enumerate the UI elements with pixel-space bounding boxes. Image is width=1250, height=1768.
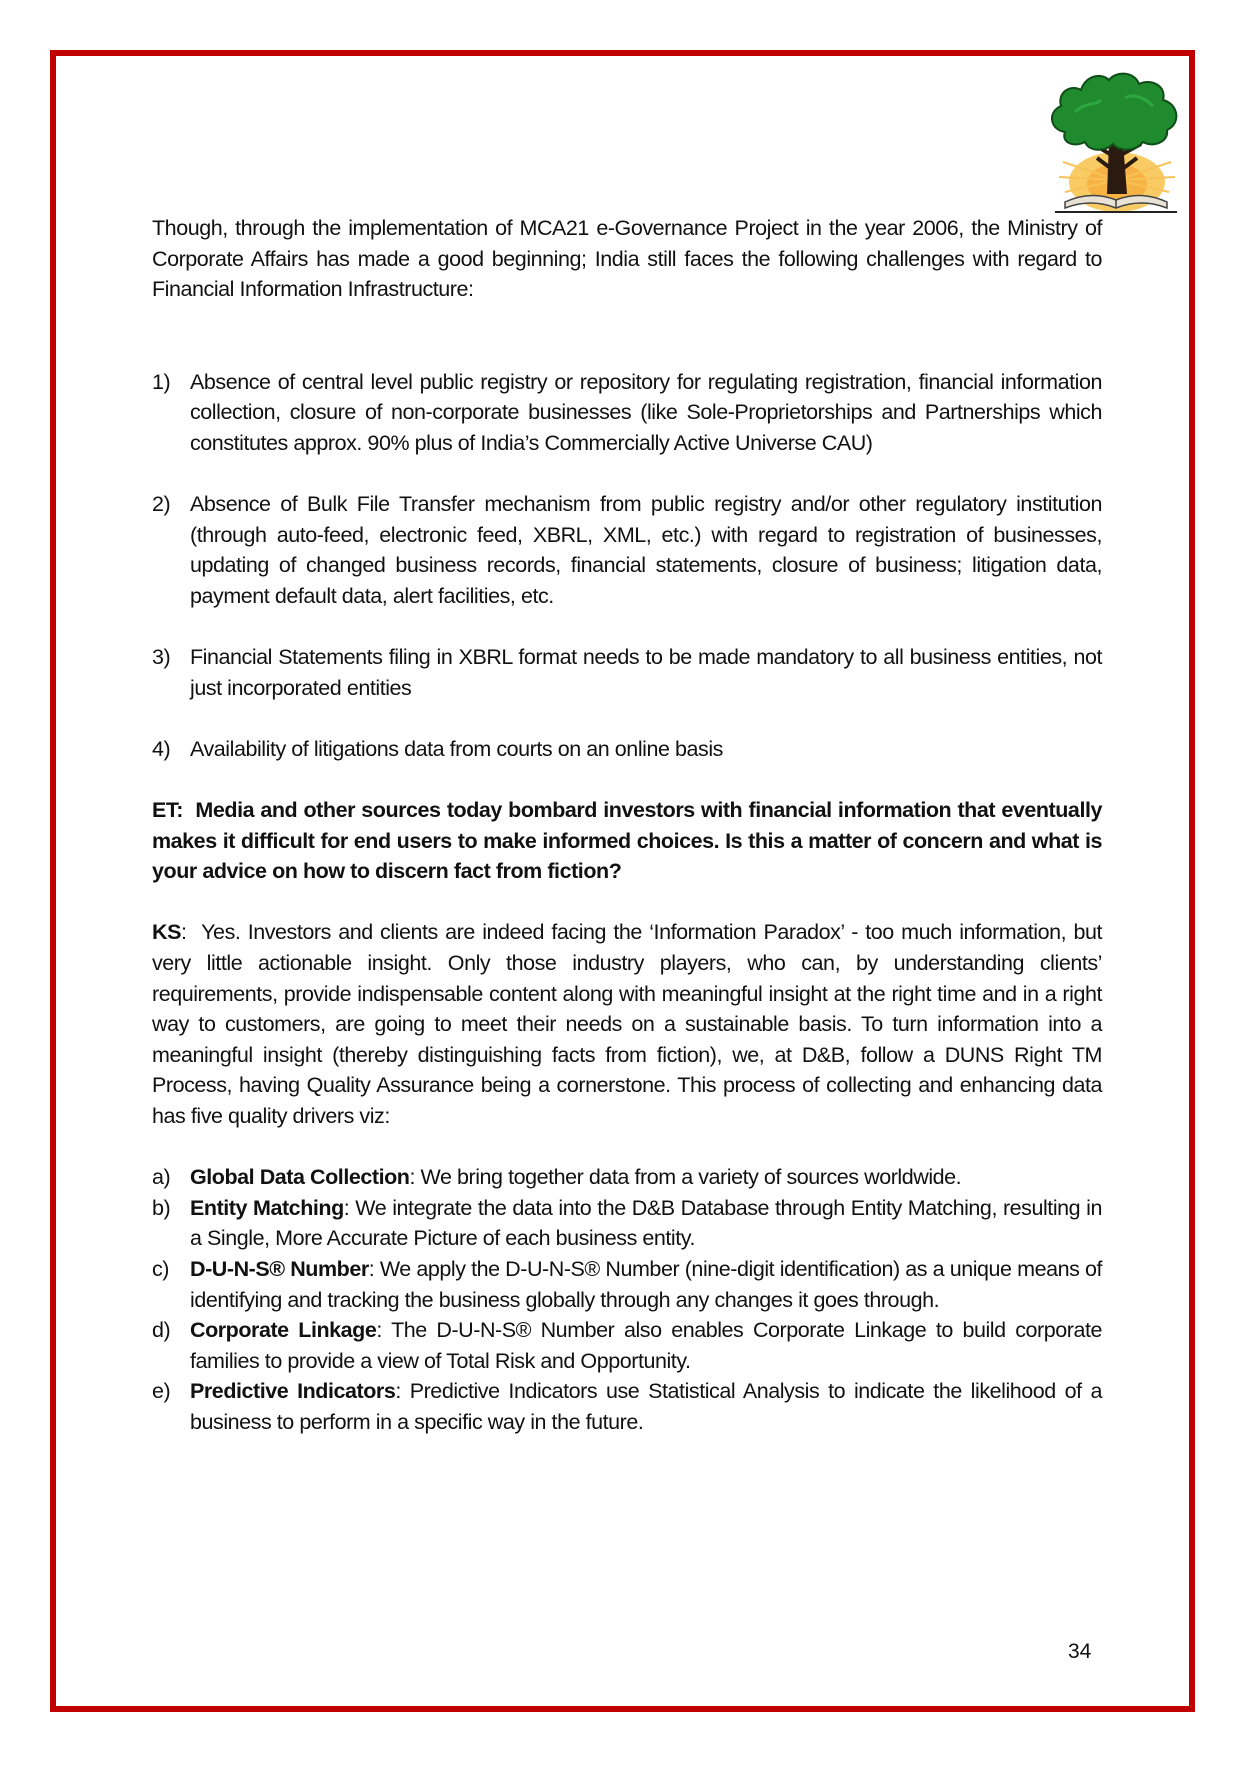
list-marker: b)	[152, 1195, 171, 1220]
driver-term: Predictive Indicators	[190, 1379, 396, 1404]
list-marker: 1)	[152, 369, 171, 394]
tree-canopy-icon	[1052, 74, 1176, 150]
answer-text: Yes. Investors and clients are indeed facing the ‘Information Paradox’ - too much information, but very little actionable insight. Only those industry players, who can, by understanding clients’ requirements, provide indispensable content along with meaningful insight at the right time and in a right way to customers, are going to meet their needs on a sustainable basis. To turn information into a meaningful insight (thereby distinguishing facts from fiction), we, at D&B, follow a DUNS Right TM Process, having Quality Assurance being a cornerstone. This process of collecting and enhancing data has five quality drivers viz:	[152, 920, 1102, 1129]
interview-question	[152, 795, 1102, 887]
question-text: Media and other sources today bombard investors with financial information that eventually makes it difficult for end users to make informed choices. Is this a matter of concern and what is your advice on how to discern fact from fiction?	[152, 798, 1102, 884]
page-number: 34	[1068, 1640, 1092, 1663]
list-item	[152, 1193, 1102, 1254]
driver-description: : We bring together data from a variety of sources worldwide.	[409, 1165, 962, 1190]
list-item	[152, 489, 1102, 611]
interview-answer	[152, 917, 1102, 1131]
driver-description: : Predictive Indicators use Statistical Analysis to indicate the likelihood of a business to perform in a specific way in the future.	[190, 1379, 1102, 1434]
list-item	[152, 1376, 1102, 1437]
answer-separator: :	[180, 920, 187, 945]
list-item	[152, 1315, 1102, 1376]
list-marker: 2)	[152, 492, 171, 517]
list-item-text: Availability of litigations data from courts on an online basis	[190, 736, 723, 761]
driver-description: : The D-U-N-S® Number also enables Corporate Linkage to build corporate families to provide a view of Total Risk and Opportunity.	[190, 1318, 1102, 1373]
list-marker: 4)	[152, 736, 171, 761]
driver-term: Corporate Linkage	[190, 1318, 377, 1343]
list-item	[152, 734, 1102, 765]
driver-term: Entity Matching	[190, 1195, 344, 1220]
list-item	[152, 367, 1102, 459]
list-item-text: Absence of Bulk File Transfer mechanism from public registry and/or other regulatory institution (through auto-feed, electronic feed, XBRL, XML, etc.) with regard to registration of businesses, updating of changed business records, financial statements, closure of business; litigation data, payment default data, alert facilities, etc.	[190, 492, 1102, 608]
list-item	[152, 1254, 1102, 1315]
list-item-text: Absence of central level public registry or repository for regulating registration, financial information collection, closure of non-corporate businesses (like Sole-Proprietorships and Partnerships which constitutes approx. 90% plus of India’s Commercially Active Universe CAU)	[190, 369, 1102, 455]
list-item	[152, 642, 1102, 703]
list-marker: a)	[152, 1165, 171, 1190]
driver-description: : We integrate the data into the D&B Database through Entity Matching, resulting in a Single, More Accurate Picture of each business entity.	[190, 1195, 1102, 1251]
driver-term: D-U-N-S® Number	[190, 1257, 369, 1281]
document-body	[152, 213, 1102, 1438]
answer-speaker: KS	[152, 920, 181, 945]
list-marker: 3)	[152, 645, 171, 670]
driver-term: Global Data Collection	[190, 1165, 410, 1190]
list-marker: c)	[152, 1257, 170, 1281]
intro-paragraph: Though, through the implementation of MCA21 e-Governance Project in the year 2006, the Ministry of Corporate Affairs has made a good beginning; India still faces the following challenges with regard to Financial Information Infrastructure:	[152, 216, 1102, 302]
list-marker: d)	[152, 1318, 171, 1343]
quality-drivers-list	[152, 1162, 1102, 1437]
tree-book-logo-icon	[1035, 62, 1195, 218]
driver-description: : We apply the D-U-N-S® Number (nine-digit identification) as a unique means of identifying and tracking the business globally through any changes it goes through.	[190, 1257, 1102, 1312]
list-item	[152, 1162, 1102, 1193]
list-item-text: Financial Statements filing in XBRL format needs to be made mandatory to all business entities, not just incorporated entities	[190, 645, 1102, 700]
challenges-list	[152, 367, 1102, 765]
list-marker: e)	[152, 1379, 171, 1404]
question-speaker: ET:	[152, 798, 183, 823]
